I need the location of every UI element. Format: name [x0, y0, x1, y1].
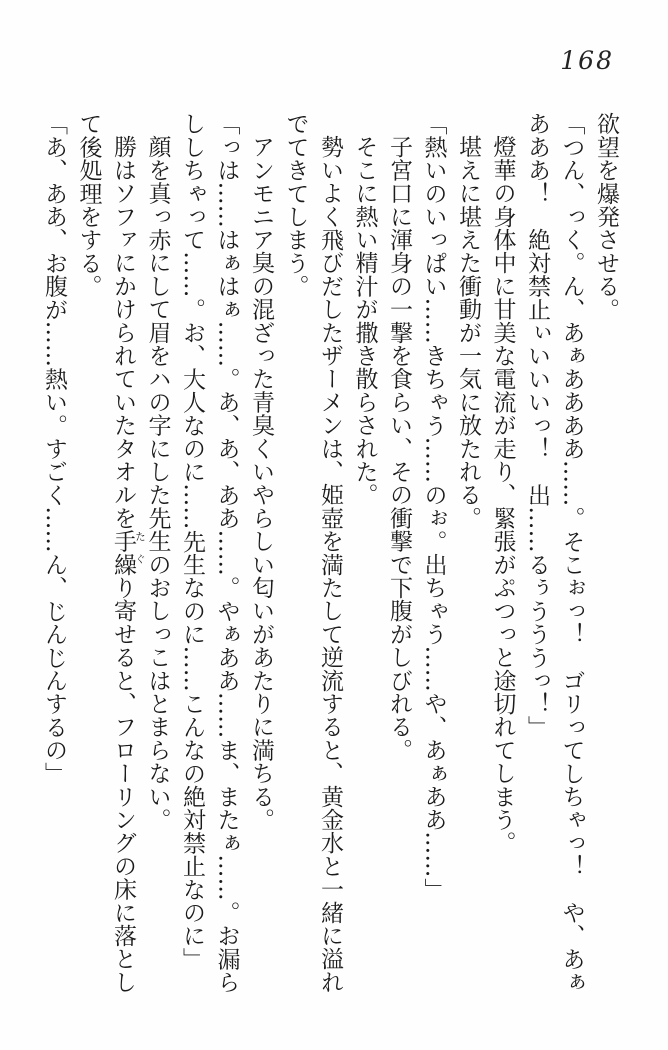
text-column-11: アンモニア臭の混ざった青臭くいやらしい匂いがあたりに満ちる。 — [248, 135, 274, 831]
text-column-17: 「あ、ああ、お腹が……熱い。すごく……ん、じんじんするの」 — [41, 112, 67, 785]
text-column-14: 顔を真っ赤にして眉をハの字にした先生のおしっこはとまらない。 — [144, 135, 171, 831]
text-column-5: 堪えに堪えた衝動が一気に放たれる。 — [455, 135, 481, 530]
text-column-3: あああ！ 絶対禁止ぃいいいっ！ 出……るぅうううっ！」 — [524, 112, 550, 739]
text-column-7: 子宮口に渾身の一撃を食らい、その衝撃で下腹がしびれる。 — [386, 135, 412, 762]
text-column-16: て後処理をする。 — [75, 112, 102, 298]
text-column-15: 勝はソファにかけられていたタオルを手繰り寄せると、フローリングの床に落とし — [110, 135, 136, 994]
vertical-text-block — [37, 112, 624, 1002]
text-column-6: 「熱いのいっぱい……きちゃう……のぉ。出ちゃう……や、あぁああ……」 — [420, 112, 447, 901]
text-column-1: 欲望を爆発させる。 — [593, 112, 619, 321]
text-column-12: 「っは……はぁはぁ……。あ、あ、ああ……。やぁああ……ま、またぁ……。お漏ら — [213, 112, 240, 994]
page-number: 168 — [560, 46, 614, 75]
text-column-9: 勢いよく飛びだしたザーメンは、姫壺を満たして逆流すると、黄金水と一緒に溢れ — [317, 135, 343, 994]
text-column-2: 「つん、っく。ん、あぁああああ……。そこぉっ！ ゴリってしちゃっ！ や、あぁ — [558, 112, 585, 994]
furigana-tagu: たぐ — [134, 531, 146, 576]
text-column-13: ししちゃって……。お、大人なのに……先生なのに……こんなの絶対禁止なのに」 — [179, 112, 205, 971]
text-column-4: 燈華の身体中に甘美な電流が走り、緊張がぷつっと途切れてしまう。 — [489, 135, 516, 855]
text-column-8: そこに熱い精汁が撒き散らされた。 — [351, 135, 378, 507]
text-column-10: でてきてしまう。 — [282, 112, 309, 298]
